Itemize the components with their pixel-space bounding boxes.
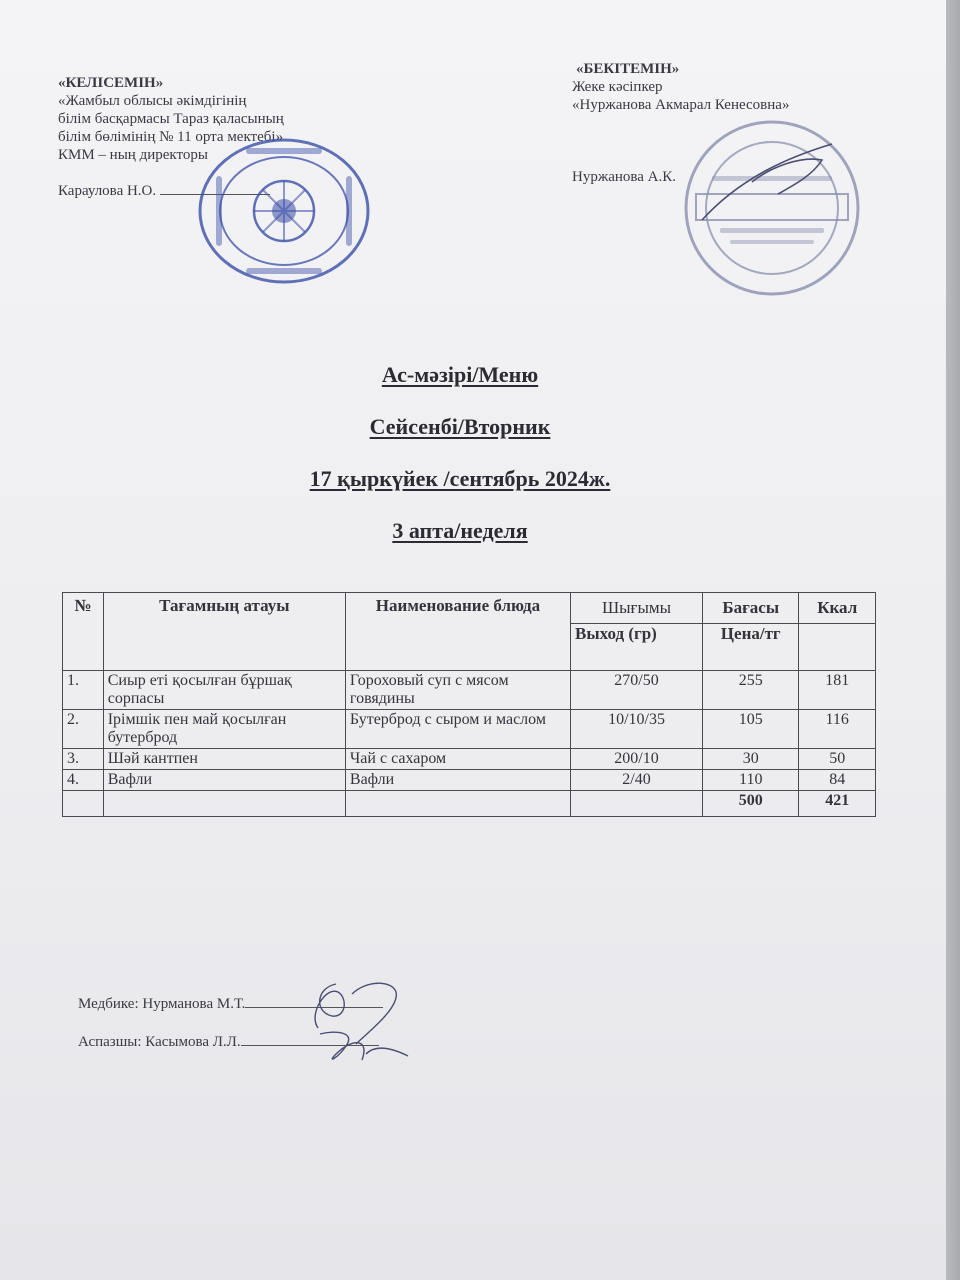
approval-signer: Нуржанова А.К. xyxy=(572,169,677,185)
agreement-heading: «КЕЛІСЕМІН» xyxy=(58,75,164,91)
dish-price: 30 xyxy=(703,749,799,770)
dish-name-ru: Чай с сахаром xyxy=(345,749,570,770)
week-title xyxy=(0,518,920,544)
dish-output: 10/10/35 xyxy=(571,710,703,749)
dish-name-kz: Шәй кантпен xyxy=(103,749,345,770)
dish-name-ru: Вафли xyxy=(345,770,570,791)
row-number: 1. xyxy=(63,671,104,710)
dish-kcal: 50 xyxy=(799,749,876,770)
dish-name-kz: Ірімшік пен май қосылған бутерброд xyxy=(103,710,345,749)
header-price-ru: Цена/тг xyxy=(703,624,799,671)
approval-heading: «БЕКІТЕМІН» xyxy=(576,61,680,77)
total-row xyxy=(63,791,876,817)
medic-name: Медбике: Нурманова М.Т. xyxy=(78,996,246,1012)
agreement-line-4: КММ – ның директоры xyxy=(58,147,208,163)
table-row xyxy=(63,749,876,770)
header-output-kz: Шығымы xyxy=(571,593,703,624)
dish-name-kz: Вафли xyxy=(103,770,345,791)
week-title-text: 3 апта/неделя xyxy=(392,518,528,543)
menu-title xyxy=(0,362,920,388)
cook-name: Аспазшы: Касымова Л.Л. xyxy=(78,1034,241,1050)
total-empty-4 xyxy=(571,791,703,817)
dish-kcal: 116 xyxy=(799,710,876,749)
agreement-line-2: білім басқармасы Тараз қаласының xyxy=(58,111,284,127)
header-kcal: Ккал xyxy=(799,593,876,624)
dish-name-kz: Сиыр еті қосылған бұршақ сорпасы xyxy=(103,671,345,710)
school-stamp-icon xyxy=(196,136,372,286)
total-kcal: 421 xyxy=(799,791,876,817)
page-edge xyxy=(946,0,960,1280)
table-row xyxy=(63,671,876,710)
approval-line-1: Жеке кәсіпкер xyxy=(572,79,663,95)
handwritten-signature-icon xyxy=(296,974,416,1074)
date-title-text: 17 қыркүйек /сентябрь 2024ж. xyxy=(309,466,611,491)
table-row xyxy=(63,770,876,791)
day-title-text: Сейсенбі/Вторник xyxy=(369,414,551,439)
row-number: 3. xyxy=(63,749,104,770)
dish-price: 110 xyxy=(703,770,799,791)
dish-price: 255 xyxy=(703,671,799,710)
table-row xyxy=(63,710,876,749)
agreement-line-3: білім бөлімінің № 11 орта мектебі» xyxy=(58,129,284,145)
dish-kcal: 84 xyxy=(799,770,876,791)
dish-output: 270/50 xyxy=(571,671,703,710)
agreement-signer: Караулова Н.О. xyxy=(58,183,157,199)
dish-output: 200/10 xyxy=(571,749,703,770)
header-name-kz: Тағамның атауы xyxy=(103,593,345,671)
day-title xyxy=(0,414,920,440)
dish-output: 2/40 xyxy=(571,770,703,791)
header-kcal-sub xyxy=(799,624,876,671)
menu-table xyxy=(62,592,876,817)
header-output-ru: Выход (гр) xyxy=(571,624,703,671)
table-header-row xyxy=(63,593,876,624)
approval-line-2: «Нуржанова Акмарал Кенесовна» xyxy=(572,97,790,113)
dish-price: 105 xyxy=(703,710,799,749)
total-empty-2 xyxy=(103,791,345,817)
row-number: 2. xyxy=(63,710,104,749)
row-number: 4. xyxy=(63,770,104,791)
total-empty-1 xyxy=(63,791,104,817)
total-empty-3 xyxy=(345,791,570,817)
dish-kcal: 181 xyxy=(799,671,876,710)
date-title xyxy=(0,466,920,492)
entrepreneur-stamp-icon xyxy=(682,116,862,300)
dish-name-ru: Бутерброд с сыром и маслом xyxy=(345,710,570,749)
menu-title-text: Ас-мәзірі/Меню xyxy=(381,362,539,387)
header-price-kz: Бағасы xyxy=(703,593,799,624)
total-price: 500 xyxy=(703,791,799,817)
header-name-ru: Наименование блюда xyxy=(345,593,570,671)
header-number: № xyxy=(63,593,104,671)
dish-name-ru: Гороховый суп с мясом говядины xyxy=(345,671,570,710)
agreement-line-1: «Жамбыл облысы әкімдігінің xyxy=(58,93,247,109)
